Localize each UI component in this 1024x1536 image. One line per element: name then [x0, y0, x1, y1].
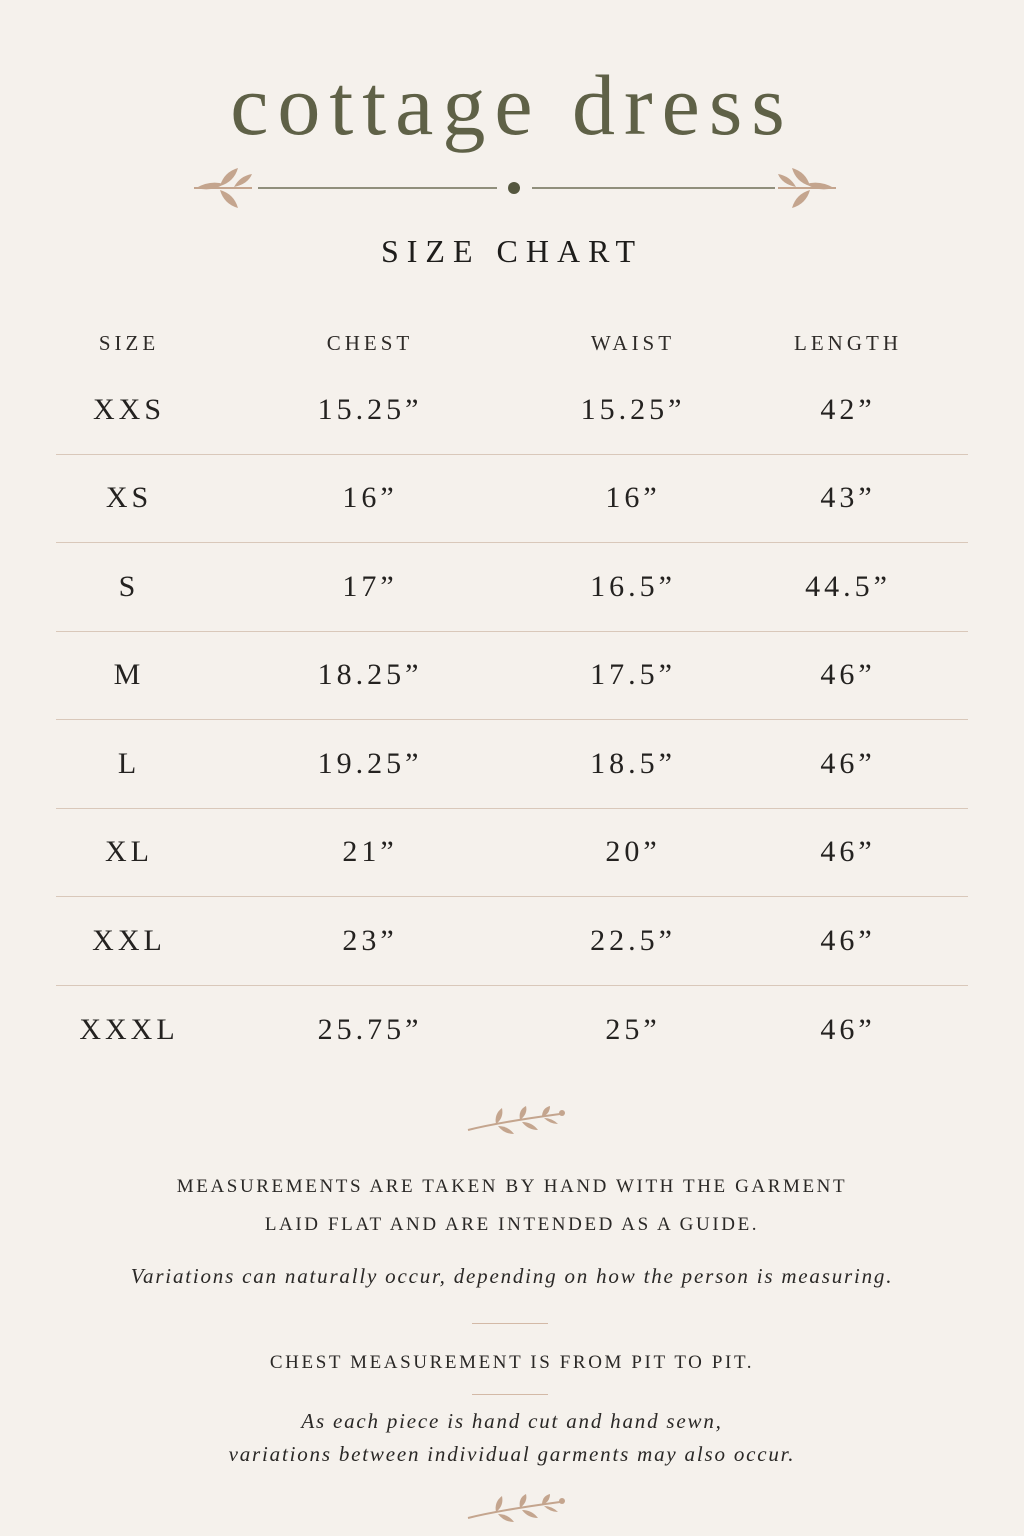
header-size: SIZE [98, 330, 160, 355]
length-cell: 43” [820, 481, 876, 515]
chest-note: CHEST MEASUREMENT IS FROM PIT TO PIT. [269, 1352, 755, 1373]
chest-cell: 25.75” [317, 1012, 423, 1046]
header-length: LENGTH [794, 330, 902, 355]
leaf-divider-icon [190, 162, 840, 214]
waist-cell: 16.5” [590, 569, 676, 603]
table-row [56, 366, 968, 455]
waist-cell: 17.5” [590, 658, 676, 692]
measurement-note-line1: MEASUREMENTS ARE TAKEN BY HAND WITH THE GARMENT [176, 1176, 848, 1197]
chest-cell: 17” [342, 569, 398, 603]
handmade-note-line1: As each piece is hand cut and hand sewn, [301, 1409, 723, 1433]
table-row [56, 986, 968, 1075]
waist-cell: 22.5” [590, 923, 676, 957]
table-header [56, 320, 968, 366]
size-cell: M [113, 658, 145, 692]
chest-cell: 23” [342, 923, 398, 957]
size-cell: XL [105, 835, 153, 869]
length-cell: 46” [820, 658, 876, 692]
table-row [56, 897, 968, 986]
note-divider [472, 1323, 548, 1324]
waist-cell: 15.25” [580, 392, 686, 426]
chest-cell: 16” [342, 481, 398, 515]
waist-cell: 20” [605, 835, 661, 869]
variations-note: Variations can naturally occur, depending on how the person is measuring. [130, 1264, 894, 1288]
table-row [56, 809, 968, 898]
size-table [56, 320, 968, 1074]
chest-cell: 18.25” [317, 658, 423, 692]
length-cell: 46” [820, 746, 876, 780]
size-chart-heading: SIZE CHART [380, 233, 644, 269]
note-divider [472, 1394, 548, 1395]
table-row [56, 543, 968, 632]
chest-cell: 15.25” [317, 392, 423, 426]
header-waist: WAIST [590, 330, 676, 355]
table-row [56, 720, 968, 809]
measurement-note-line2: LAID FLAT AND ARE INTENDED AS A GUIDE. [264, 1214, 760, 1235]
table-row [56, 632, 968, 721]
sprig-icon [460, 1100, 570, 1140]
length-cell: 46” [820, 1012, 876, 1046]
chest-cell: 21” [342, 835, 398, 869]
waist-cell: 25” [605, 1012, 661, 1046]
handmade-note-line2: variations between individual garments may also occur. [228, 1442, 796, 1466]
size-cell: S [118, 569, 140, 603]
waist-cell: 18.5” [590, 746, 676, 780]
chest-cell: 19.25” [317, 746, 423, 780]
length-cell: 42” [820, 392, 876, 426]
header-chest: CHEST [326, 330, 414, 355]
length-cell: 46” [820, 835, 876, 869]
size-cell: XS [105, 481, 153, 515]
length-cell: 44.5” [805, 569, 891, 603]
length-cell: 46” [820, 923, 876, 957]
size-cell: L [117, 746, 141, 780]
waist-cell: 16” [605, 481, 661, 515]
table-row [56, 455, 968, 544]
sprig-icon [460, 1488, 570, 1528]
size-cell: XXS [92, 392, 165, 426]
size-cell: XXL [92, 923, 166, 957]
page-title: cottage dress [230, 57, 794, 153]
size-cell: XXXL [79, 1012, 179, 1046]
